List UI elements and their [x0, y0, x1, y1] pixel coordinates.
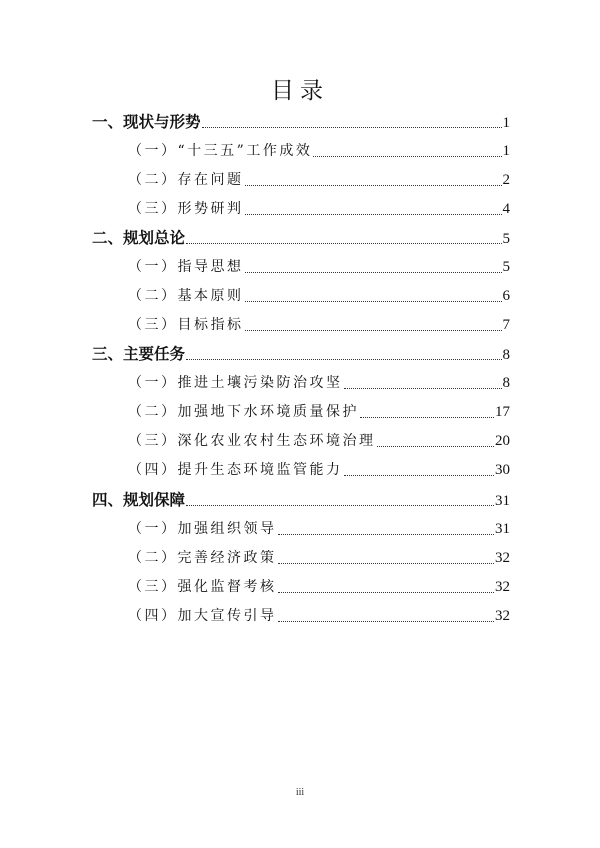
toc-entry-page: 32	[495, 608, 510, 624]
dot-leader	[313, 156, 501, 157]
toc-entry-chapter[interactable]	[92, 111, 510, 133]
toc-entry-section[interactable]	[128, 576, 510, 598]
toc-entry-page: 20	[495, 433, 510, 449]
dot-leader	[245, 185, 502, 186]
toc-entry-label: （三）目标指标	[128, 317, 244, 333]
toc-entry-page: 17	[495, 404, 510, 420]
page-number: iii	[295, 787, 305, 798]
dot-leader	[186, 359, 501, 360]
toc-entry-label: （二）基本原则	[128, 288, 244, 304]
toc-entry-page: 31	[495, 493, 510, 509]
toc-entry-page: 5	[502, 231, 510, 247]
page-title: 目录	[271, 78, 329, 104]
dot-leader	[245, 301, 502, 302]
toc-entry-page: 1	[502, 143, 510, 159]
toc-entry-label: （三）深化农业农村生态环境治理	[128, 433, 376, 449]
toc-entry-section[interactable]	[128, 314, 510, 336]
dot-leader	[360, 417, 494, 418]
toc-entry-label: （四）提升生态环境监管能力	[128, 462, 343, 478]
toc-entry-label: 一、现状与形势	[92, 113, 201, 131]
toc-entry-label: （四）加大宣传引导	[128, 608, 277, 624]
toc-entry-label: （一）加强组织领导	[128, 521, 277, 537]
toc-entry-page: 4	[502, 201, 510, 217]
toc-entry-label: （一）指导思想	[128, 259, 244, 275]
toc-entry-page: 32	[495, 579, 510, 595]
toc-entry-page: 32	[495, 550, 510, 566]
dot-leader	[245, 272, 502, 273]
dot-leader	[278, 563, 495, 564]
toc-entry-section[interactable]	[128, 518, 510, 540]
toc-entry-chapter[interactable]	[92, 343, 510, 365]
toc-entry-label: （一）推进土壤污染防治攻坚	[128, 375, 343, 391]
toc-entry-page: 30	[495, 462, 510, 478]
toc-entry-chapter[interactable]	[92, 227, 510, 249]
toc-entry-label: （二）存在问题	[128, 172, 244, 188]
toc-entry-label: （三）形势研判	[128, 201, 244, 217]
toc-entry-section[interactable]	[128, 285, 510, 307]
dot-leader	[186, 243, 501, 244]
dot-leader	[344, 475, 495, 476]
toc-entry-section[interactable]	[128, 372, 510, 394]
toc-entry-label: （一）“十三五”工作成效	[128, 143, 313, 159]
toc-entry-label: （二）完善经济政策	[128, 550, 277, 566]
dot-leader	[278, 621, 495, 622]
toc-entry-page: 5	[502, 259, 510, 275]
toc-entry-section[interactable]	[128, 169, 510, 191]
dot-leader	[245, 330, 502, 331]
toc-entry-section[interactable]	[128, 430, 510, 452]
toc-entry-page: 8	[502, 375, 510, 391]
toc-entry-label: （三）强化监督考核	[128, 579, 277, 595]
dot-leader	[202, 127, 502, 128]
toc-entry-chapter[interactable]	[92, 489, 510, 511]
toc-entry-section[interactable]	[128, 459, 510, 481]
toc-entry-page: 8	[502, 347, 510, 363]
dot-leader	[245, 214, 502, 215]
toc-entry-section[interactable]	[128, 547, 510, 569]
toc-entry-label: 四、规划保障	[92, 491, 186, 509]
toc-entry-page: 6	[502, 288, 510, 304]
toc-entry-page: 1	[502, 115, 510, 131]
toc-entry-section[interactable]	[128, 256, 510, 278]
toc-entry-section[interactable]	[128, 401, 510, 423]
toc-entry-label: 三、主要任务	[92, 345, 186, 363]
dot-leader	[278, 534, 495, 535]
toc-entry-page: 2	[502, 172, 510, 188]
dot-leader	[186, 505, 494, 506]
toc-entry-page: 31	[495, 521, 510, 537]
dot-leader	[344, 388, 502, 389]
toc-entry-page: 7	[502, 317, 510, 333]
dot-leader	[377, 446, 495, 447]
toc-entry-section[interactable]	[128, 140, 510, 162]
toc-entry-section[interactable]	[128, 605, 510, 627]
toc-entry-section[interactable]	[128, 198, 510, 220]
toc-entry-label: （二）加强地下水环境质量保护	[128, 404, 359, 420]
toc-entry-label: 二、规划总论	[92, 229, 186, 247]
dot-leader	[278, 592, 495, 593]
